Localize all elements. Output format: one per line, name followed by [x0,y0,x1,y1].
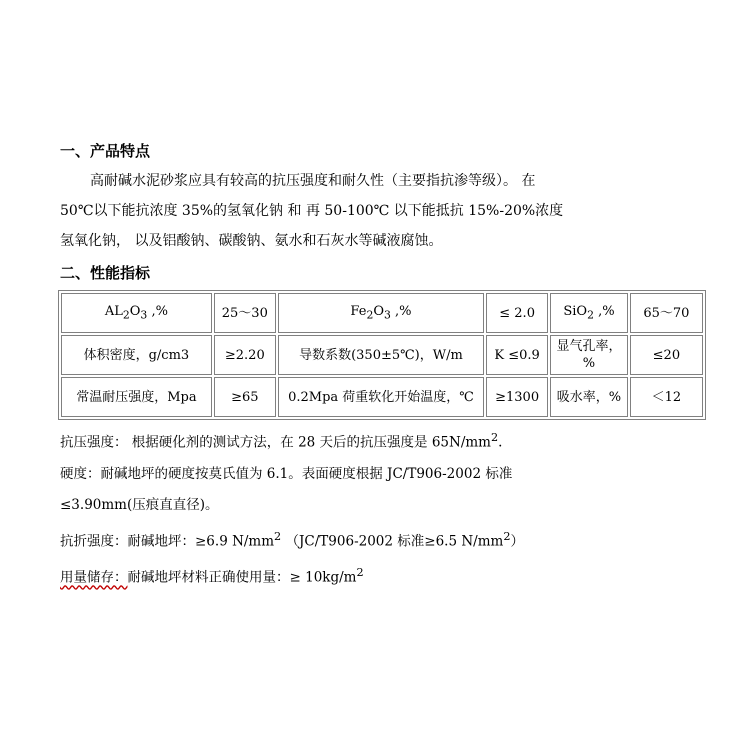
table-cell: ≥2.20 [214,335,276,375]
features-line-3: 氢氧化钠， 以及铝酸钠、碳酸钠、氨水和石灰水等碱液腐蚀。 [60,233,443,249]
table-cell: $AL_2O_3$ ,% [61,293,212,333]
table-cell: 常温耐压强度，Mpa [61,377,212,417]
table-cell: 显气孔率，% [550,335,628,375]
hardness-line-1: 硬度：耐碱地坪的硬度按莫氏值为 6.1。表面硬度根据 JC/T906-2002 标准 [60,465,513,482]
flexural-strength-line: 抗折强度：耐碱地坪：≥6.9 $N/mm^2$ （JC/T906-2002 标准≥6.5 $N/mm^2$） [60,529,524,549]
table-row [61,377,703,417]
table-cell: ≥1300 [486,377,548,417]
features-line-2: 50℃以下能抗浓度 35%的氢氧化钠 和 再 50-100℃ 以下能抵抗 15%-20%浓度 [60,203,564,219]
hardness-line-2: ≤3.90mm(压痕直直径)。 [60,496,219,513]
table-cell: 吸水率，% [550,377,628,417]
table-cell: ≤ 2.0 [486,293,548,333]
spec-table [58,290,706,420]
table-cell: SiO$_2$ ,% [550,293,628,333]
table-cell: ≤20 [630,335,703,375]
section-title-specs: 二、性能指标 [60,264,151,282]
compressive-strength-line: 抗压强度： 根据硬化剂的测试方法，在 28 天后的抗压强度是 $65N/mm^2$. [60,431,503,451]
table-row [61,335,703,375]
table-row [61,293,703,333]
table-cell: ≥65 [214,377,276,417]
section-title-features: 一、产品特点 [60,142,151,160]
table-cell: 65～70 [630,293,703,333]
table-cell: 体积密度，g/cm3 [61,335,212,375]
table-cell: K ≤0.9 [486,335,548,375]
document-body [60,140,700,594]
notes-block [60,422,700,594]
table-cell: 25～30 [214,293,276,333]
table-cell: 0.2Mpa 荷重软化开始温度，℃ [278,377,484,417]
table-cell: $Fe_2O_3$ ,% [278,293,484,333]
features-line-1: 高耐碱水泥砂浆应具有较高的抗压强度和耐久性（主要指抗渗等级）。 在 [90,173,536,189]
usage-line: 用量储存：耐碱地坪材料正确使用量：≥ $10kg/m^2$ [60,566,364,586]
table-cell: 导数系数(350±5℃)，W/m [278,335,484,375]
table-cell: ＜12 [630,377,703,417]
